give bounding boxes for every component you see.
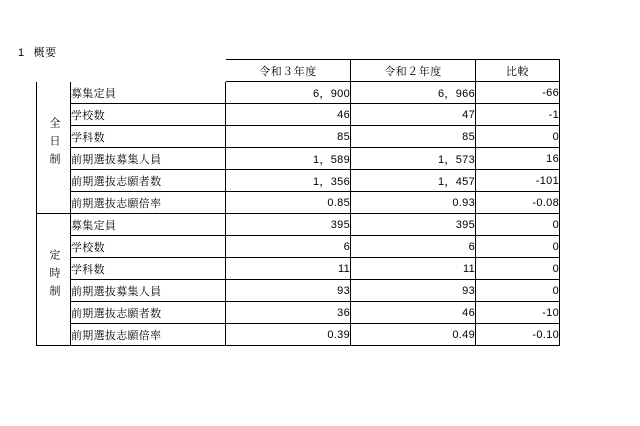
value-reiwa2: 1，573 [351,148,476,170]
value-comparison: -10 [476,302,560,324]
value-reiwa3: 93 [226,280,351,302]
header-comparison: 比較 [476,60,560,82]
value-reiwa2: 0.49 [351,324,476,346]
value-reiwa3: 11 [226,258,351,280]
value-comparison: 0 [476,236,560,258]
value-reiwa2: 395 [351,214,476,236]
table-row [37,258,560,280]
value-reiwa3: 46 [226,104,351,126]
group-label-full-time [37,82,71,214]
value-reiwa3: 1，589 [226,148,351,170]
table-row [37,236,560,258]
row-label: 学校数 [71,104,226,126]
group-label-full-time-text: 全日制 [48,116,60,171]
value-reiwa3: 6 [226,236,351,258]
row-label: 前期選抜募集人員 [71,148,226,170]
value-reiwa2: 0.93 [351,192,476,214]
header-reiwa2: 令和２年度 [351,60,476,82]
table-row [37,170,560,192]
value-reiwa3: 0.85 [226,192,351,214]
table-row [37,148,560,170]
section-title-text: 概要 [33,47,57,59]
value-reiwa3: 36 [226,302,351,324]
value-reiwa3: 395 [226,214,351,236]
value-reiwa3: 85 [226,126,351,148]
value-reiwa2: 93 [351,280,476,302]
row-label: 募集定員 [71,82,226,104]
table-row [37,82,560,104]
value-reiwa2: 11 [351,258,476,280]
header-group-blank [37,60,71,82]
value-reiwa3: 6，900 [226,82,351,104]
value-reiwa2: 6，966 [351,82,476,104]
row-label: 前期選抜志願者数 [71,170,226,192]
table-row [37,324,560,346]
group-label-part-time [37,214,71,346]
row-label: 学校数 [71,236,226,258]
row-label: 学科数 [71,126,226,148]
value-comparison: -101 [476,170,560,192]
value-comparison: 0 [476,258,560,280]
value-reiwa2: 46 [351,302,476,324]
value-comparison: 0 [476,280,560,302]
value-comparison: 0 [476,126,560,148]
page-title [18,44,57,60]
row-label: 学科数 [71,258,226,280]
section-number: 1 [18,47,25,59]
row-label: 前期選抜志願者数 [71,302,226,324]
value-reiwa2: 85 [351,126,476,148]
header-reiwa3: 令和３年度 [226,60,351,82]
row-label: 前期選抜志願倍率 [71,192,226,214]
row-label: 前期選抜募集人員 [71,280,226,302]
value-comparison: 16 [476,148,560,170]
value-reiwa2: 47 [351,104,476,126]
value-reiwa3: 0.39 [226,324,351,346]
table-row [37,192,560,214]
value-comparison: -1 [476,104,560,126]
table-row [37,214,560,236]
summary-table [36,59,560,346]
value-reiwa2: 1，457 [351,170,476,192]
table-row [37,302,560,324]
row-label: 募集定員 [71,214,226,236]
header-item-blank [71,60,226,82]
value-comparison: -0.08 [476,192,560,214]
row-label: 前期選抜志願倍率 [71,324,226,346]
value-reiwa3: 1，356 [226,170,351,192]
value-comparison: 0 [476,214,560,236]
group-label-part-time-text: 定時制 [48,248,60,303]
value-reiwa2: 6 [351,236,476,258]
table-row [37,104,560,126]
table-header-row [37,60,560,82]
value-comparison: -66 [476,82,560,104]
table-row [37,126,560,148]
table-row [37,280,560,302]
value-comparison: -0.10 [476,324,560,346]
